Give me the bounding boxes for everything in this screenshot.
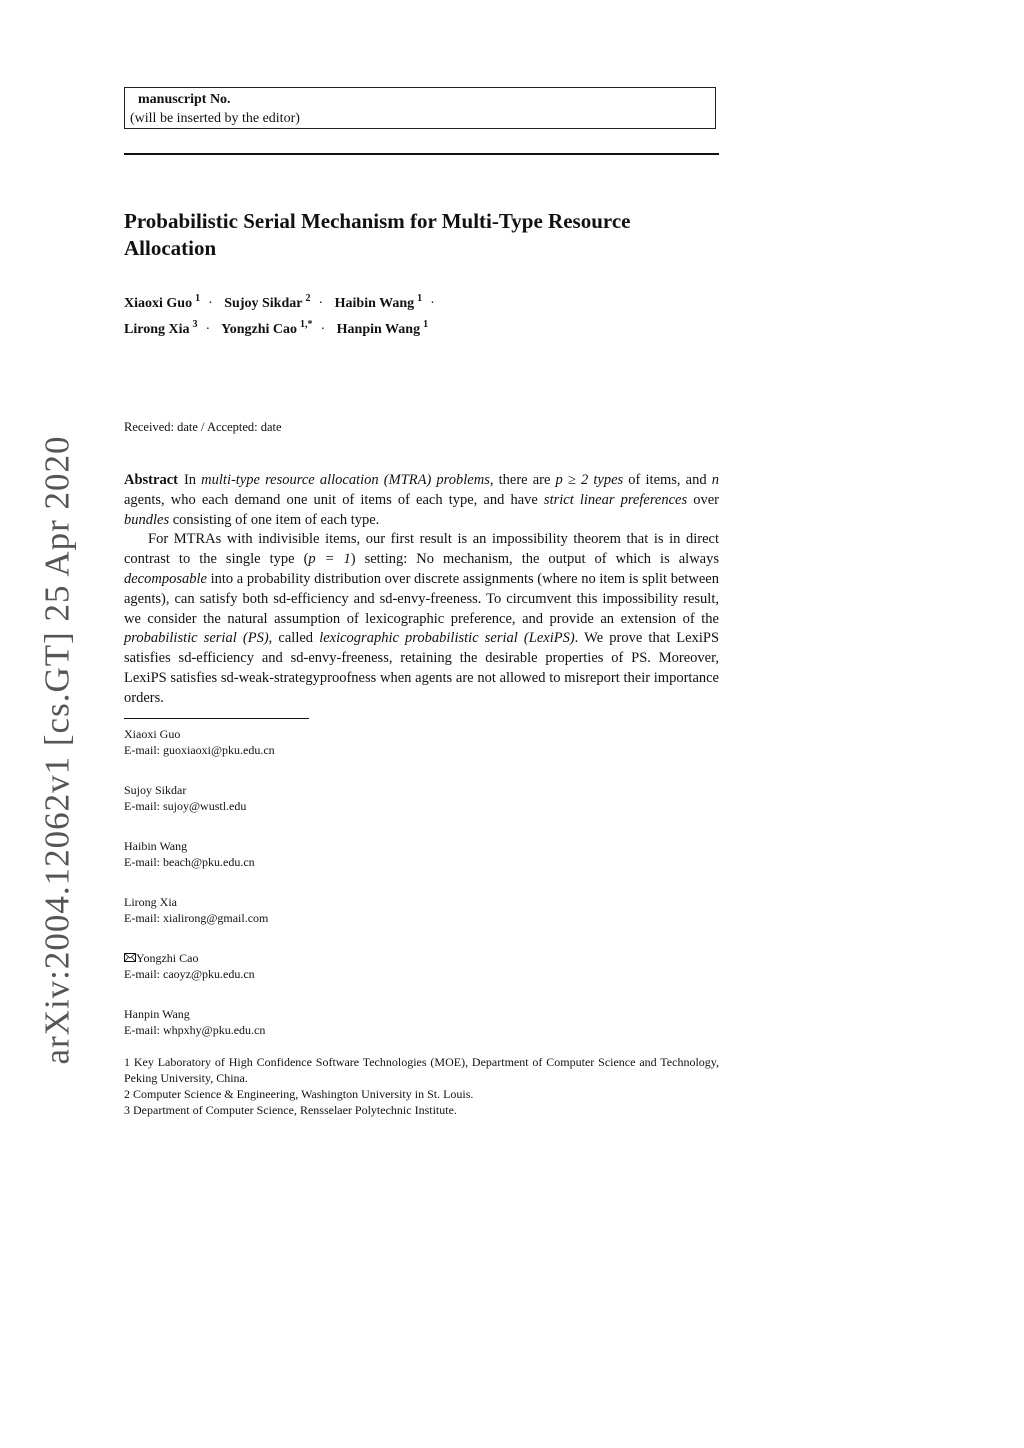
- contact-entry: [124, 950, 719, 1006]
- author-line-2: [124, 314, 719, 340]
- affiliation: 1 Key Laboratory of High Confidence Software Technologies (MOE), Department of Computer Science and Technology, Peking University, China.: [124, 1055, 719, 1085]
- abstract-text: , there are: [489, 472, 556, 488]
- author-name: Hanpin Wang: [336, 322, 421, 337]
- contact-entry: [124, 726, 719, 782]
- contact-entry: [124, 782, 719, 838]
- abstract-text: over: [687, 491, 719, 508]
- author-name: Lirong Xia: [124, 322, 190, 337]
- abstract-text: In: [183, 472, 202, 488]
- abstract-heading: Abstract: [124, 472, 178, 488]
- contact-email: E-mail: xialirong@gmail.com: [124, 911, 269, 925]
- affiliation: 3 Department of Computer Science, Rensselaer Polytechnic Institute.: [124, 1103, 457, 1117]
- contact-name: Lirong Xia: [124, 895, 177, 909]
- author-separator: ·: [205, 322, 211, 337]
- affiliation: 2 Computer Science & Engineering, Washington University in St. Louis.: [124, 1087, 474, 1101]
- author-affiliation-mark: 3: [192, 319, 198, 330]
- paper-title: Probabilistic Serial Mechanism for Multi-Type Resource Allocation: [124, 209, 631, 260]
- footnote-rule: [124, 718, 309, 719]
- author-affiliation-mark: 1: [423, 319, 429, 330]
- abstract-text: agents, who each demand one unit of items of each type, and have: [124, 491, 544, 508]
- contact-name: Yongzhi Cao: [136, 951, 199, 965]
- abstract-emphasis: types: [593, 472, 624, 488]
- author-affiliation-mark: 1,*: [300, 319, 313, 330]
- author-list: [124, 288, 719, 340]
- author-name: Yongzhi Cao: [221, 322, 297, 337]
- author-line-1: [124, 288, 719, 314]
- contact-entry: [124, 838, 719, 894]
- abstract-emphasis: bundles: [124, 511, 170, 528]
- contact-name: Haibin Wang: [124, 839, 188, 853]
- contact-email: E-mail: caoyz@pku.edu.cn: [124, 967, 255, 981]
- abstract-text: For MTRAs with indivisible items, our first result is an impossibility theorem that is in direct contrast to the single type (: [124, 531, 719, 568]
- affiliations: [124, 1054, 719, 1118]
- received-date: Received: date / Accepted: date: [124, 420, 282, 434]
- contact-name: Xiaoxi Guo: [124, 727, 181, 741]
- abstract-emphasis: strict linear preferences: [543, 491, 688, 508]
- abstract-emphasis: multi-type resource allocation (MTRA) problems: [201, 472, 490, 488]
- author-affiliation-mark: 1: [195, 293, 201, 304]
- abstract-text: of items, and: [623, 472, 712, 488]
- abstract-math: n: [711, 472, 719, 488]
- abstract-text: . We prove that LexiPS satisfies sd-efficiency and sd-envy-freeness, retaining the desirable properties of PS. Moreover, LexiPS satisfies sd-weak-strategyproofness when agents are not allowed to misreport their importance orders.: [124, 630, 720, 706]
- author-name: Haibin Wang: [334, 296, 415, 311]
- author-separator: ·: [430, 296, 435, 311]
- abstract-math: p = 1: [308, 551, 351, 568]
- arxiv-sidebar: [38, 435, 78, 1065]
- contact-name: Hanpin Wang: [124, 1007, 190, 1021]
- author-name: Sujoy Sikdar: [224, 296, 303, 311]
- arxiv-identifier: arXiv:2004.12062v1 [cs.GT] 25 Apr 2020: [38, 435, 78, 1065]
- author-separator: ·: [320, 322, 326, 337]
- manuscript-note: (will be inserted by the editor): [130, 111, 300, 126]
- author-affiliation-mark: 1: [417, 293, 423, 304]
- author-separator: ·: [318, 296, 324, 311]
- contact-email: E-mail: guoxiaoxi@pku.edu.cn: [124, 743, 275, 757]
- abstract: [124, 471, 719, 709]
- contact-entry: [124, 894, 719, 950]
- abstract-paragraph-2: [124, 530, 719, 708]
- envelope-icon: [124, 953, 136, 962]
- author-contacts: [124, 726, 719, 1062]
- manuscript-box: [124, 87, 716, 129]
- abstract-text: , called: [268, 630, 320, 647]
- abstract-emphasis: decomposable: [124, 570, 207, 587]
- contact-email: E-mail: whpxhy@pku.edu.cn: [124, 1023, 266, 1037]
- author-affiliation-mark: 2: [305, 293, 311, 304]
- abstract-emphasis: probabilistic serial (PS): [124, 630, 269, 647]
- contact-email: E-mail: beach@pku.edu.cn: [124, 855, 255, 869]
- abstract-emphasis: lexicographic probabilistic serial (LexiPS): [319, 630, 575, 647]
- author-name: Xiaoxi Guo: [124, 296, 193, 311]
- contact-email: E-mail: sujoy@wustl.edu: [124, 799, 247, 813]
- abstract-text: into a probability distribution over discrete assignments (where no item is split between agents), can satisfy both sd-efficiency and sd-envy-freeness. To circumvent this impossibility result, we consider the natural assumption of lexicographic preference, and provide an extension of the: [124, 570, 719, 627]
- manuscript-number: manuscript No.: [138, 92, 231, 107]
- abstract-math: p ≥ 2: [555, 472, 589, 488]
- contact-name: Sujoy Sikdar: [124, 783, 187, 797]
- header-rule: [124, 153, 719, 155]
- author-separator: ·: [208, 296, 213, 311]
- abstract-text: ) setting: No mechanism, the output of which is always: [350, 551, 719, 568]
- abstract-text: consisting of one item of each type.: [169, 511, 380, 528]
- corresponding-author: [124, 950, 719, 966]
- abstract-paragraph-1: [124, 471, 719, 530]
